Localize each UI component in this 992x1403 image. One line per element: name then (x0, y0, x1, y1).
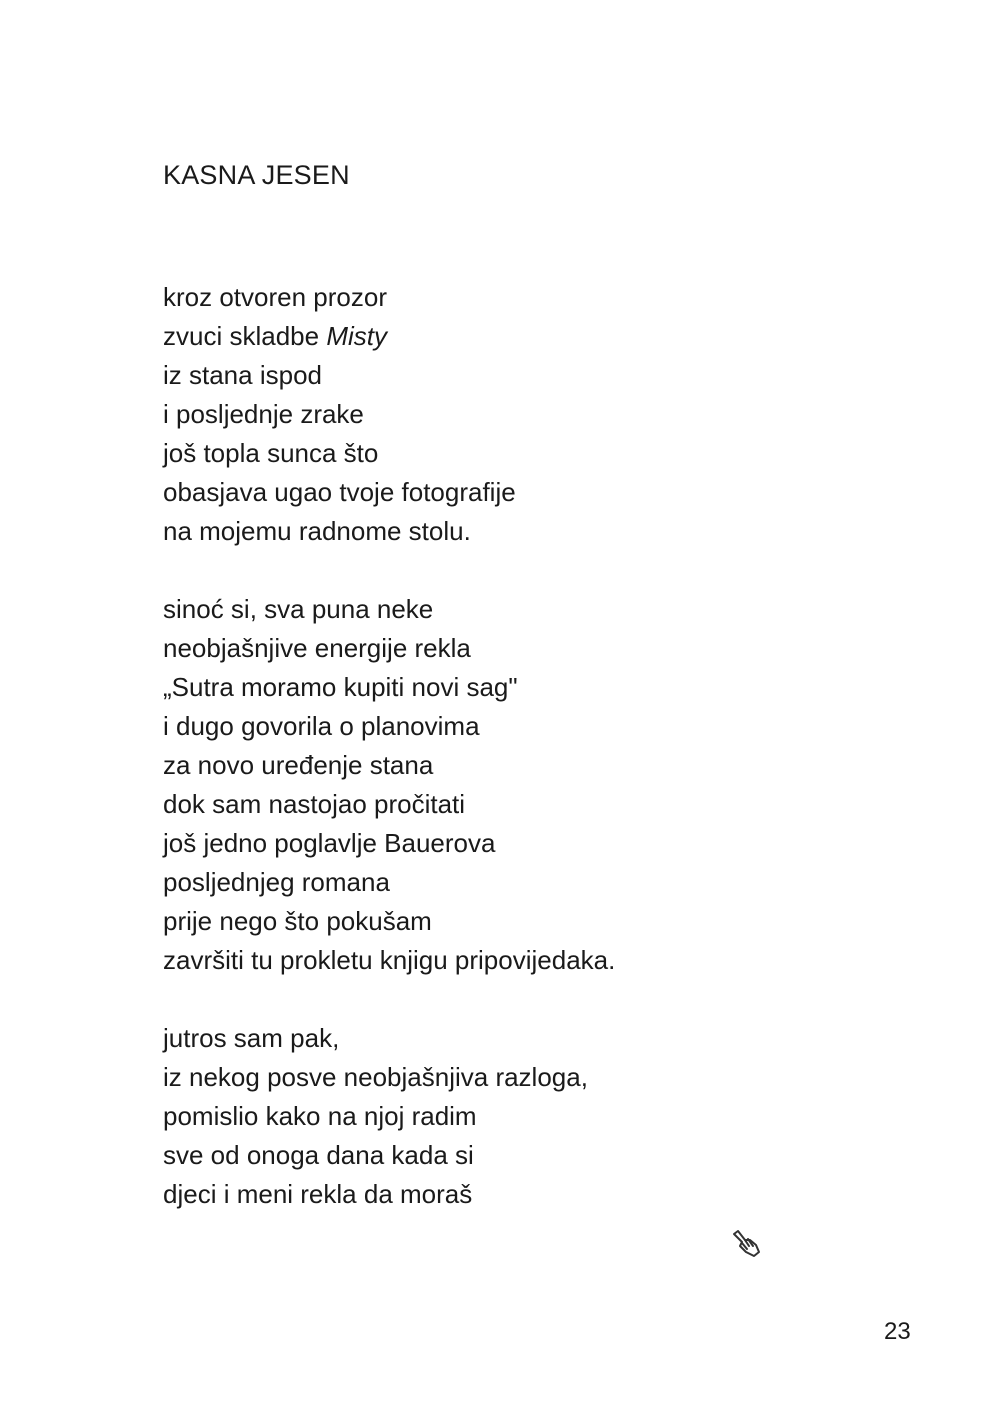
poem-line-text: zvuci skladbe (163, 321, 327, 351)
poem-line: iz nekog posve neobjašnjiva razloga, (163, 1062, 588, 1092)
poem-line: pomislio kako na njoj radim (163, 1101, 477, 1131)
poem-line: i posljednje zrake (163, 399, 364, 429)
poem-line: obasjava ugao tvoje fotografije (163, 477, 516, 507)
stanza-3 (163, 1019, 863, 1214)
poem-body (163, 278, 863, 1214)
poem-line: jutros sam pak, (163, 1023, 340, 1053)
poem-line: sve od onoga dana kada si (163, 1140, 474, 1170)
stanza-2 (163, 590, 863, 980)
poem-line: prije nego što pokušam (163, 906, 432, 936)
page-number: 23 (884, 1318, 911, 1345)
poem-line: „Sutra moramo kupiti novi sag" (163, 672, 518, 702)
poem-line: neobjašnjive energije rekla (163, 633, 471, 663)
song-title: Misty (326, 321, 387, 351)
hand-pointer-icon (728, 1226, 764, 1262)
poem-line: na mojemu radnome stolu. (163, 516, 471, 546)
poem-line: za novo uređenje stana (163, 750, 434, 780)
stanza-1 (163, 278, 863, 551)
poem-line: posljednjeg romana (163, 867, 390, 897)
poem-line: djeci i meni rekla da moraš (163, 1179, 473, 1209)
poem-line (163, 317, 863, 356)
poem-line: još jedno poglavlje Bauerova (163, 828, 496, 858)
poem-line: još topla sunca što (163, 438, 379, 468)
poem-line: završiti tu prokletu knjigu pripovijedaka. (163, 945, 616, 975)
poem-line: iz stana ispod (163, 360, 322, 390)
poem-title: KASNA JESEN (163, 160, 350, 190)
poem-line: sinoć si, sva puna neke (163, 594, 434, 624)
poem-line: i dugo govorila o planovima (163, 711, 480, 741)
poem-line: kroz otvoren prozor (163, 282, 387, 312)
poem-line: dok sam nastojao pročitati (163, 789, 466, 819)
